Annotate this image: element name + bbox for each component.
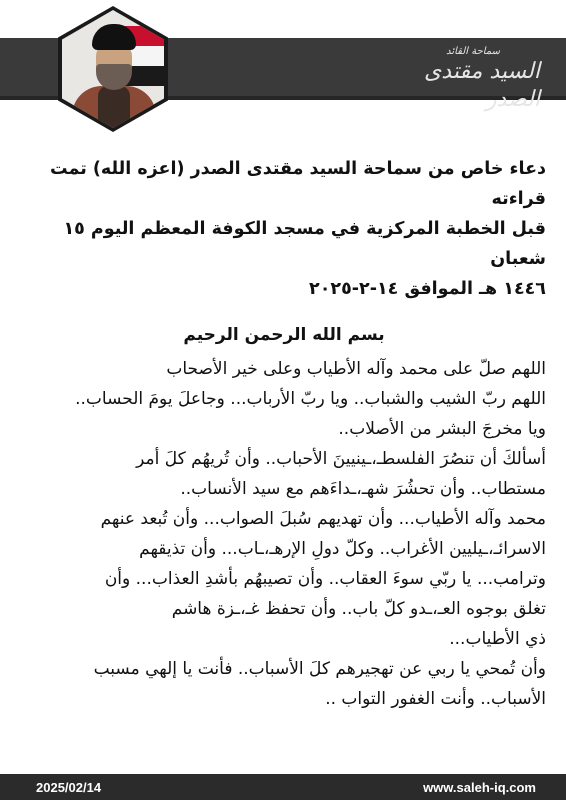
body-line: محمد وآله الأطياب... وأن تهديهم سُبلَ الصواب... وأن تُبعد عنهم xyxy=(100,509,546,529)
avatar-photo xyxy=(62,10,164,128)
footer-date: 2025/02/14 xyxy=(36,780,102,795)
body-line: اللهم ربّ الشيب والشباب.. ويا ربّ الأرباب... وجاعلَ يومَ الحساب.. xyxy=(75,389,546,409)
logo-title: السيد مقتدى الصدر xyxy=(424,59,540,112)
basmala: بسم الله الرحمن الرحيم xyxy=(183,325,385,345)
body-line: اللهم صلّ على محمد وآله الأطياب وعلى خير الأصحاب xyxy=(166,359,546,379)
article xyxy=(22,154,546,714)
avatar xyxy=(58,6,168,132)
headline xyxy=(22,154,546,304)
body-line: ذي الأطياب... xyxy=(449,629,546,649)
robe-inner-shape xyxy=(98,86,130,128)
footer-bar xyxy=(0,774,566,800)
body-line: الاسرائـ،ـيليين الأغراب.. وكلّ دولِ الإرهـ،ـاب... وأن تذيقهم xyxy=(139,539,546,559)
headline-line: قبل الخطبة المركزية في مسجد الكوفة المعظم اليوم ١٥ شعبان xyxy=(63,219,546,269)
body-line: وأن تُمحي يا ربي عن تهجيرهم كلَ الأسباب.. فأنت يا إلهي مسبب xyxy=(93,659,546,679)
body-line: ويا مخرجَ البشر من الأصلاب.. xyxy=(338,419,546,439)
calligraphy-logo xyxy=(390,46,540,112)
logo-subtitle: سماحة القائد xyxy=(446,46,500,57)
body-line: مستطاب.. وأن تحشُرَ شهـ،ـداءَهم مع سيد الأنساب.. xyxy=(180,479,546,499)
prayer-body xyxy=(22,354,546,714)
headline-line: دعاء خاص من سماحة السيد مقتدى الصدر (اعزه الله) تمت قراءته xyxy=(50,159,546,209)
body-line: وترامب... يا ربّي سوءَ العقاب.. وأن تصيبهُم بأشدِ العذاب... وأن xyxy=(104,569,546,589)
headline-line: ١٤٤٦ هـ الموافق ١٤-٢-٢٠٢٥ xyxy=(309,279,546,299)
body-line: أسألكَ أن تنصُرَ الفلسطـ،ـينيينَ الأحباب.. وأن تُريهُم كلَ أمر xyxy=(136,449,546,469)
footer-website-link[interactable]: www.saleh-iq.com xyxy=(423,780,536,795)
body-line: تغلق بوجوه العـ،ـدو كلّ باب.. وأن تحفظ غـ،ـزة هاشم xyxy=(171,599,546,619)
body-line: الأسباب.. وأنت الغفور التواب .. xyxy=(325,689,546,709)
